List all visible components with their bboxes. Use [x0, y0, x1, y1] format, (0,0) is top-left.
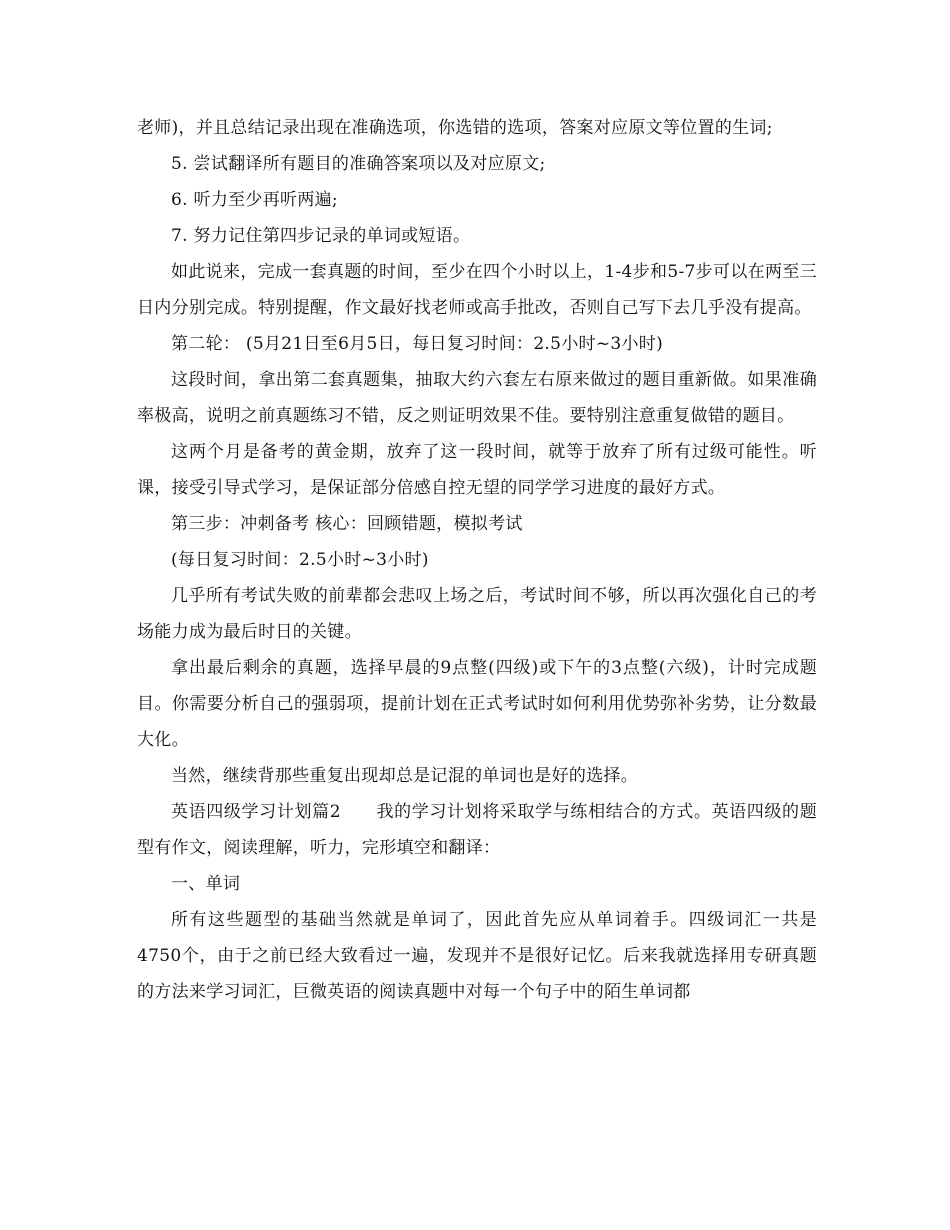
paragraph: 7. 努力记住第四步记录的单词或短语。 — [171, 226, 471, 246]
paragraph: 5. 尝试翻译所有题目的准确答案项以及对应原文; — [171, 154, 546, 174]
paragraph: 所有这些题型的基础当然就是单词了，因此首先应从单词着手。四级词汇一共是4750个，由于之前已经大致看过一遍，发现并不是很好记忆。后来我就选择用专研真题的方法来学习词汇，巨微英语的阅读真题中对每一个句子中的陌生单词都 — [137, 910, 817, 1002]
paragraph: 当然，继续背那些重复出现却总是记混的单词也是好的选择。 — [171, 766, 639, 786]
paragraph: 这两个月是备考的黄金期，放弃了这一段时间，就等于放弃了所有过级可能性。听课，接受引导式学习，是保证部分倍感自控无望的同学学习进度的最好方式。 — [137, 442, 817, 498]
paragraph: 第二轮： (5月21日至6月5日，每日复习时间：2.5小时~3小时) — [171, 334, 664, 354]
paragraph: 英语四级学习计划篇2 我的学习计划将采取学与练相结合的方式。英语四级的题型有作文，阅读理解，听力，完形填空和翻译： — [137, 802, 817, 858]
section-heading: 第三步：冲刺备考 核心：回顾错题，模拟考试 — [171, 514, 523, 534]
paragraph: 6. 听力至少再听两遍; — [171, 190, 338, 210]
document-body — [137, 110, 817, 1010]
paragraph: (每日复习时间：2.5小时~3小时) — [171, 550, 429, 570]
paragraph: 这段时间，拿出第二套真题集，抽取大约六套左右原来做过的题目重新做。如果准确率极高，说明之前真题练习不错，反之则证明效果不佳。要特别注意重复做错的题目。 — [137, 370, 817, 426]
paragraph: 几乎所有考试失败的前辈都会悲叹上场之后，考试时间不够，所以再次强化自己的考场能力成为最后时日的关键。 — [137, 586, 817, 642]
section-heading: 一、单词 — [171, 874, 241, 894]
paragraph: 老师)，并且总结记录出现在准确选项，你选错的选项，答案对应原文等位置的生词; — [137, 118, 773, 138]
paragraph: 如此说来，完成一套真题的时间，至少在四个小时以上，1-4步和5-7步可以在两至三日内分别完成。特别提醒，作文最好找老师或高手批改，否则自己写下去几乎没有提高。 — [137, 262, 817, 318]
paragraph: 拿出最后剩余的真题，选择早晨的9点整(四级)或下午的3点整(六级)，计时完成题目。你需要分析自己的强弱项，提前计划在正式考试时如何利用优势弥补劣势，让分数最大化。 — [137, 658, 817, 750]
